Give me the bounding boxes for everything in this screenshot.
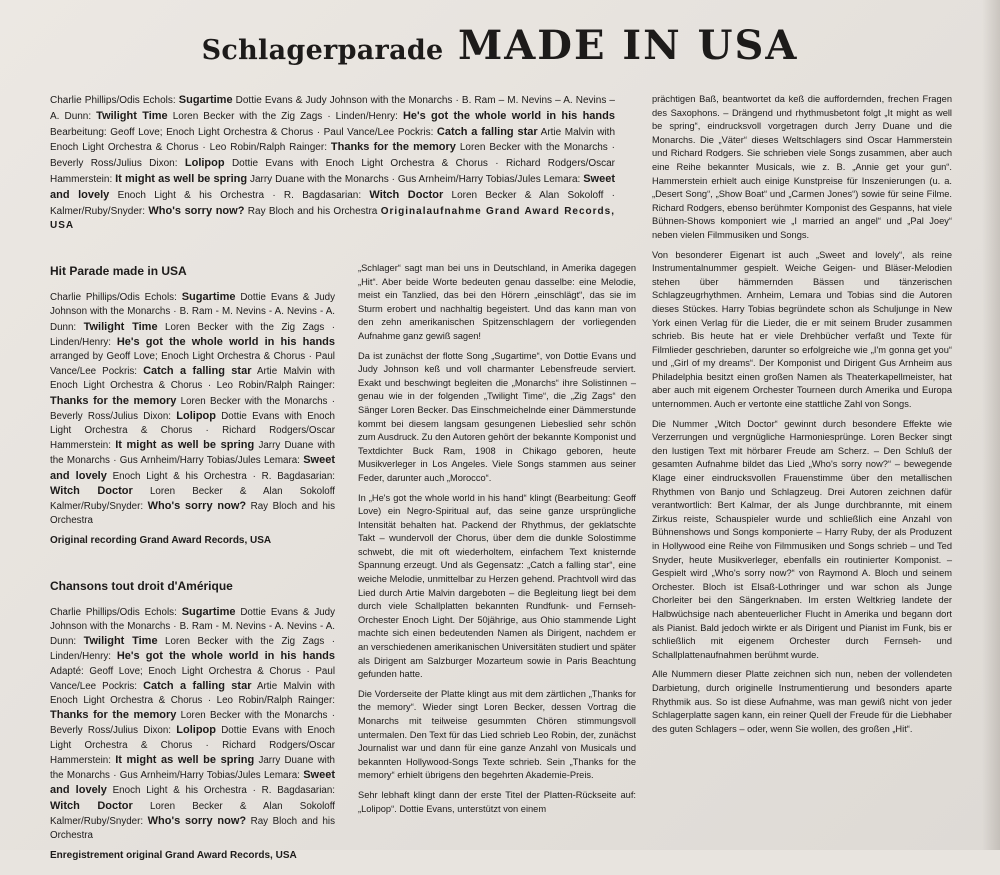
page-title <box>0 22 1000 69</box>
title-main: MADE IN USA <box>457 22 799 69</box>
intro-record-label: Originalaufnahme Grand Award Records, USA <box>50 205 615 232</box>
english-song-title: It might as well be spring <box>115 439 255 452</box>
english-song-title: Thanks for the memory <box>50 394 177 407</box>
english-credit-text: Loren Becker & Alan Sokoloff Kalmer/Ruby/Snyder: <box>50 485 336 513</box>
section-english <box>50 264 335 549</box>
middle-column <box>358 262 636 822</box>
intro-song-title: Thanks for the memory <box>330 141 456 154</box>
french-credit-text: Charlie Phillips/Odis Echols: <box>50 606 182 618</box>
section-french-heading: Chansons tout droit d'Amérique <box>50 578 233 593</box>
english-credit-text: Artie Malvin with Enoch Light Orchestra & Chorus · Leo Robin/Ralph Rainger: <box>50 366 335 392</box>
intro-credit-text: Artie Malvin with Enoch Light Orchestra & Chorus · Leo Robin/Ralph Rainger: <box>50 126 616 154</box>
french-credit-text: Dottie Evans & Judy Johnson with the Monarchs · B. Ram - M. Nevins - A. Nevins - A. Dunn: <box>50 606 336 648</box>
french-credit-text: Artie Malvin with Enoch Light Orchestra & Chorus · Leo Robin/Ralph Rainger: <box>50 680 335 707</box>
french-credit-text: Loren Becker & Alan Sokoloff Kalmer/Ruby/Snyder: <box>50 800 336 827</box>
intro-song-title: Twilight Time <box>96 109 168 122</box>
english-credit-text: Ray Bloch and his Orchestra <box>50 501 336 527</box>
section-french-record-label: Enregistrement original Grand Award Records, USA <box>50 850 297 862</box>
section-english-record-label: Original recording Grand Award Records, USA <box>50 535 272 547</box>
french-credit-text: Loren Becker with the Monarchs · Beverly Ross/Julius Dixon: <box>50 710 335 737</box>
english-credit-text: Dottie Evans with Enoch Light Orchestra & Chorus · Richard Rodgers/Oscar Hammerstein: <box>50 410 335 452</box>
english-song-title: Witch Doctor <box>50 484 133 497</box>
english-credit-text: Jarry Duane with the Monarchs · Gus Arnheim/Harry Tobias/Jules Lemara: <box>50 440 335 467</box>
left-column <box>50 264 335 875</box>
intro-credit-text: Loren Becker with the Monarchs · Beverly Ross/Julius Dixon: <box>50 142 616 170</box>
intro-song-title: He's got the whole world in his hands <box>402 109 615 122</box>
english-credit-text: arranged by Geoff Love; Enoch Light Orchestra & Chorus · Paul Vance/Lee Pockris: <box>50 351 335 378</box>
intro-credit-text: Jarry Duane with the Monarchs · Gus Arnheim/Harry Tobias/Jules Lemara: <box>247 173 584 185</box>
intro-song-title: Catch a falling star <box>436 125 538 138</box>
french-song-title: Lolipop <box>176 724 216 737</box>
section-french <box>50 579 335 864</box>
intro-credit-text: Dottie Evans with Enoch Light Orchestra & Chorus · Richard Rodgers/Oscar Hammerstein: <box>50 158 615 185</box>
intro-credit-text: Charlie Phillips/Odis Echols: <box>50 95 179 106</box>
english-credit-text: Enoch Light & his Orchestra · R. Bagdasarian: <box>106 470 335 482</box>
right-paragraph: Von besonderer Eigenart ist auch „Sweet and lovely“, als reine Instrumentalnummer gespielt. Weiche Geigen- und Bläser-Melodien stehen über hämmernden Bässen und tänzerischen Schlagzeugrhythmen. Arnheim, Lemara und Tobias sind die Autoren dieses Stückes. Harry Tobias begründete schon als Schuljunge in New York einen Verlag für die Lieder, die er mit seinem Bruder zusammen schrieb. Bis heute hat er viele Drehbücher verfaßt und Texte für Filmlieder geschrieben, darunter so erfolgreiche wie „I'm gonna get you“ und „Girl of my dreams“. Der Komponist und Dirigent Gus Arnheim aus Philadelphia besitzt einen großen Namen als Theaterkapellmeister, hat aber auch mit eigenem Orchester Tourneen durch Amerika und Europa unternommen. Auch er vertonte eine stattliche Zahl von Songs. <box>652 249 952 410</box>
french-credit-text: Dottie Evans with Enoch Light Orchestra & Chorus · Richard Rodgers/Oscar Hammerstein: <box>50 725 335 766</box>
english-credit-text: Loren Becker with the Zig Zags · Linden/Henry: <box>50 321 335 348</box>
english-song-title: Catch a falling star <box>143 365 252 378</box>
french-song-title: Catch a falling star <box>143 679 252 692</box>
french-song-title: Witch Doctor <box>50 799 133 812</box>
english-credit-text: Loren Becker with the Monarchs · Beverly Ross/Julius Dixon: <box>50 395 335 422</box>
french-song-title: It might as well be spring <box>115 753 255 766</box>
section-french-tracklist <box>50 605 335 843</box>
english-song-title: Who's sorry now? <box>147 500 247 513</box>
french-credit-text: Enoch Light & his Orchestra · R. Bagdasarian: <box>106 785 335 797</box>
french-song-title: He's got the whole world in his hands <box>116 650 336 663</box>
intro-song-title: Who's sorry now? <box>148 204 245 217</box>
english-song-title: He's got the whole world in his hands <box>116 335 336 348</box>
title-subtitle: Schlagerparade <box>201 35 444 66</box>
intro-credit-text: Enoch Light & his Orchestra · R. Bagdasarian: <box>109 189 370 201</box>
right-paragraph: Die Nummer „Witch Doctor“ gewinnt durch besondere Effekte wie Verzerrungen und vergnügliche Harmoniesprünge. Loren Becker singt den lustigen Text mit hörbarer Freude am Scherz. – Den Schluß der gesamten Aufnahme bildet das Lied „Who's sorry now?“ – bewegende Klage einer eindrucksvollen Frauenstimme über den metallischen Rhythmen von Banjo und Schlagzeug. Drei Autoren zeichnen dafür verantwortlich: Bert Kalmar, der als Junge durchbrannte, mit einem Zirkus reiste, Schauspieler wurde und schließlich eine Anzahl von Bühnenshows und Songs komponierte – Harry Ruby, der als Produzent in Hollywood eine Reihe von Filmmusiken und Songs schrieb – und Ted Snyder, heute Musikverleger, ebenfalls ein routinierter Komponist. – Gespielt wird „Who's sorry now?“ von Raymond A. Bloch und seinem Orchester. Bloch ist Elsaß-Lothringer und war schon als Junge Chorleiter bei den Sängerknaben. Im ersten Weltkrieg landete der Halbwüchsige nach abenteuerlicher Flucht in Amerika und begann dort als Pianist. Bald jedoch wirkte er als Dirigent und Pianist im Funk, bis er schließlich mit eigenem Orchester durch Fernseh- und Schallplattenaufnahmen berühmt wurde. <box>652 418 952 660</box>
intro-song-title: Lolipop <box>184 157 225 170</box>
english-song-title: Sugartime <box>181 291 236 304</box>
english-credit-text: Dottie Evans & Judy Johnson with the Monarchs · B. Ram - M. Nevins - A. Nevins - A. Dunn: <box>50 292 336 333</box>
intro-song-title: Sweet and lovely <box>50 172 615 201</box>
french-song-title: Sugartime <box>181 605 236 618</box>
intro-song-title: Witch Doctor <box>369 188 444 201</box>
middle-paragraph: In „He's got the whole world in his hand“ klingt (Bearbeitung: Geoff Love) ein Negro-Spiritual auf, das seine ganze ursprüngliche Intensität behalten hat. Packend der Rhythmus, der geklatschte Takt – wundervoll der Chorus, über dem die dunkle Solostimme schwebt, die mit oft wiederholtem, einfachem Text knisternde Spannung erzeugt. Und als Gegensatz: „Catch a falling star“, eine weiche Melodie, unmittelbar zu Herzen gehend. Prachtvoll wird das Lied durch Artie Malvin dargeboten – die Begleitung liegt bei dem durch viele Schallplatten bekannten Rundfunk- und Fernseh-Orchester Enoch Light. Der 50jährige, aus Ohio stammende Light machte sich einen bedeutenden Namen als Dirigent, nachdem er an verschiedenen amerikanischen Universitäten studiert und später als Dirigent am Salzburger Mozarteum sowie in Paris Beachtung gefunden hatte. <box>358 492 636 680</box>
french-credit-text: Ray Bloch and his Orchestra <box>50 815 336 841</box>
french-song-title: Sweet and lovely <box>50 769 335 797</box>
middle-paragraph: Sehr lebhaft klingt dann der erste Titel der Platten-Rückseite auf: „Lolipop“. Dottie Evans, unterstützt von einem <box>358 789 636 814</box>
intro-credit-text: Dottie Evans & Judy Johnson with the Monarchs · B. Ram – M. Nevins – A. Nevins – A. Dunn: <box>50 95 615 122</box>
right-paragraph: Alle Nummern dieser Platte zeichnen sich nun, neben der vollendeten Darbietung, durch originelle Instrumentierung und besonders aparte Rhythmik aus. So ist diese Aufnahme, was man gewiß nicht von jeder Schlagerplatte sagen kann, ein reiner Quell der Freude für die Liebhaber des guten Schlagers – oder, wenn Sie wollen, des großen „Hit“. <box>652 669 952 734</box>
section-english-heading: Hit Parade made in USA <box>50 264 187 278</box>
intro-tracklist-text <box>50 95 615 217</box>
french-song-title: Who's sorry now? <box>147 814 247 827</box>
middle-paragraph: Da ist zunächst der flotte Song „Sugartime“, von Dottie Evans und Judy Johnson keß und voll charmanter Lebensfreude serviert. Exakt und beschwingt begleiten die „Monarchs“ ihre Solistinnen – genau wie in der folgenden „Twilight Time“, die „Zig Zags“ den Sänger Loren Becker. Das Einschmeichelnde einer Dämmerstunde kommt bei diesem langsam gesungenen Liebeslied sehr schön zum Ausdruck. Zu den Autoren gehört der bekannte Komponist und Textdichter Buck Ram, 1908 in Chikago geboren, heute Musikverleger in Los Angeles. Viele Songs stammen aus seiner Feder, darunter auch „Morocco“. <box>358 350 636 483</box>
intro-credit-text: Bearbeitung: Geoff Love; Enoch Light Orchestra & Chorus · Paul Vance/Lee Pockris: <box>50 126 437 138</box>
french-song-title: Twilight Time <box>83 635 158 648</box>
english-song-title: Lolipop <box>176 409 216 422</box>
section-english-tracklist <box>50 290 335 528</box>
french-credit-text: Adapté: Geoff Love; Enoch Light Orchestra & Chorus · Paul Vance/Lee Pockris: <box>50 665 335 692</box>
middle-paragraph: Die Vorderseite der Platte klingt aus mit dem zärtlichen „Thanks for the memory“. Wieder singt Loren Becker, dessen Vortrag die Monarchs mit teilweise gesummten Chören stimmungsvoll untermalen. Den Text für das Lied schrieb Leo Robin, der, zunächst Journalist war und dann für eine ganze Anzahl von Musicals und bekannten Hollywood-Songs Texte schrieb. Sein „Thanks for the memory“ erhielt übrigens den begehrten Akademie-Preis. <box>358 688 636 781</box>
english-credit-text: Charlie Phillips/Odis Echols: <box>50 292 182 304</box>
intro-tracklist <box>50 93 615 234</box>
english-song-title: Twilight Time <box>83 320 158 333</box>
english-song-title: Sweet and lovely <box>50 454 335 482</box>
sleeve-shadow-edge <box>982 0 1000 850</box>
french-credit-text: Jarry Duane with the Monarchs · Gus Arnheim/Harry Tobias/Jules Lemara: <box>50 754 335 782</box>
french-credit-text: Loren Becker with the Zig Zags · Linden/Henry: <box>50 636 335 663</box>
intro-credit-text: Ray Bloch and his Orchestra <box>244 205 381 217</box>
intro-song-title: It might as well be spring <box>115 172 248 185</box>
right-column <box>652 93 952 742</box>
french-song-title: Thanks for the memory <box>50 709 177 722</box>
middle-paragraph: „Schlager“ sagt man bei uns in Deutschland, in Amerika dagegen „Hit“. Aber beide Worte bedeuten genau dasselbe: eine Melodie, meist ein Tanzlied, das bei den Hörern „einschlägt“, das sie im Sturm erobert und nachhaltig begeistert. Und das kann man von den zehn amerikanischen Spitzenschlagern der vorliegenden Aufnahme ganz gewiß sagen! <box>358 263 636 341</box>
intro-song-title: Sugartime <box>178 94 233 106</box>
intro-credit-text: Loren Becker with the Zig Zags · Linden/Henry: <box>167 110 403 122</box>
right-paragraph: prächtigen Baß, beantwortet da keß die auffordernden, frechen Fragen des Saxophons. – Drängend und rhythmusbetont folgt „It might as well be spring“, eindrucksvoll vorgetragen durch Jerry Duane und die Monarchs. Die „Väter“ dieses Weltschlagers sind Oscar Hammerstein und Richard Rodgers. Sie schrieben viele Songs zusammen, aber auch eine Reihe bekannter Musicals, wie z. B. „Annie get your gun“. Hammerstein erhielt auch einige Kunstpreise für Inszenierungen (u. a. „Desert Song“, „Show Boat“ und „Carmen Jones“) sowie für seine Filme. Richard Rodgers, ebenso berühmter Komponist des Gespanns, hat viele Bühnen-Shows komponiert wie „I married an angel“ und „Pal Joey“ neben vielen Filmmusiken und Songs. <box>652 94 952 240</box>
intro-credit-text: Loren Becker & Alan Sokoloff · Kalmer/Ruby/Snyder: <box>50 189 615 217</box>
